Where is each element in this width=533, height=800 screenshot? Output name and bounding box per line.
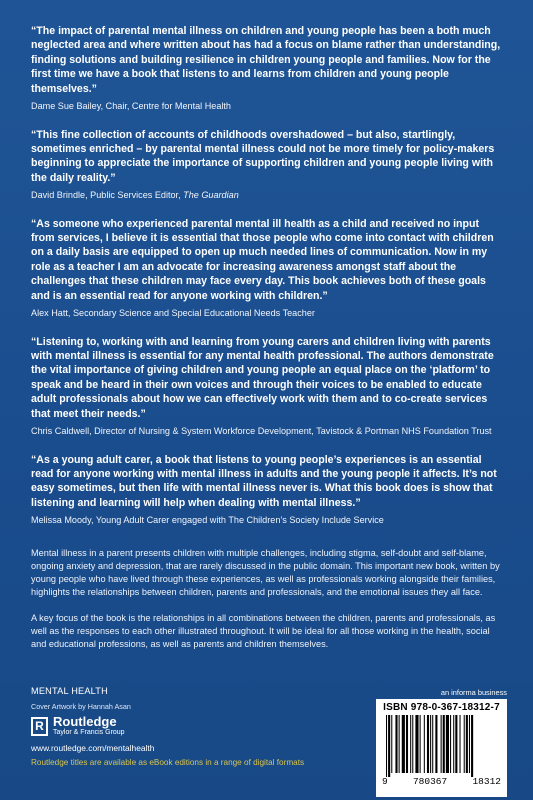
endorsement-quote: “Listening to, working with and learning from young carers and children living with parents with mental illness is essential for any mental health professional. The authors demonstrate the vital importance of giving children and young people an equal place on the ‘platform’ to speak and be heard in their own voices and through their voices to be enabled to educate adult professionals about how we can effectively work with them and to co-create services that meet their needs.” [31, 335, 494, 420]
barcode-bar [388, 715, 390, 777]
routledge-logo [31, 715, 361, 737]
barcode-bar [424, 715, 425, 773]
barcode-bar [430, 715, 431, 773]
attribution-text: Dame Sue Bailey, Chair, Centre for Mental Health [31, 101, 231, 112]
endorsement [31, 335, 503, 438]
endorsement [31, 24, 503, 113]
barcode-bar [420, 715, 421, 773]
endorsement-quote: “This fine collection of accounts of childhoods overshadowed – but also, startlingly, sometimes enriched – by parental mental illness could not be more timely for policy-makers beginning to appreciate the importance of supporting children and young people living with the daily reality.” [31, 128, 495, 184]
barcode-digit-group: 18312 [472, 776, 501, 787]
barcode-bar [443, 715, 445, 773]
barcode-bar [391, 715, 392, 773]
barcode-area [376, 688, 507, 797]
endorsement-attribution [31, 100, 503, 113]
barcode-bar [446, 715, 449, 773]
barcode-bar [469, 715, 470, 773]
barcode-bar [460, 715, 461, 773]
description-paragraph: A key focus of the book is the relationships in all combinations between the children, parents and professionals, as well as the responses to each other illustrated throughout. It will be ideal for all those working in the health, social and educational professions, as well as parents and children themselves. [31, 613, 496, 650]
attribution-text: Melissa Moody, Young Adult Carer engaged with The Children’s Society Include Service [31, 515, 384, 526]
barcode-bar [427, 715, 429, 773]
barcode-bar [415, 715, 418, 773]
barcode-bars [380, 715, 503, 777]
publisher-url: www.routledge.com/mentalhealth [31, 743, 155, 753]
description-paragraph: Mental illness in a parent presents children with multiple challenges, including stigma, self-doubt and self-blame, ongoing anxiety and depression, that are rarely discussed in the public domain. This important new book, written by young people who have lived through these experiences, as well as professionals working alongside their families, highlights the relationships between children, parents and professionals, and the emotional issues they all face. [31, 547, 500, 597]
barcode-bar [399, 715, 400, 773]
informa-business-note: an informa business [440, 688, 507, 697]
endorsement-attribution [31, 307, 503, 320]
endorsement [31, 217, 503, 320]
routledge-logo-icon: R [31, 717, 48, 736]
barcode-bar [395, 715, 397, 773]
barcode-digit-group: 780367 [412, 776, 448, 787]
barcode-bar [453, 715, 454, 773]
barcode-bar [466, 715, 468, 773]
barcode-bar [410, 715, 411, 773]
barcode-bar [441, 715, 442, 773]
endorsement-attribution [31, 425, 503, 438]
ebook-note: Routledge titles are available as eBook editions in a range of digital formats [31, 758, 305, 767]
barcode-bar [471, 715, 473, 777]
endorsement-quote: “As someone who experienced parental mental ill health as a child and received no input from services, I believe it is essential that those people who come into contact with children on a daily basis are equipped to open up much needed lines of communication. Now in my role as a teacher I am an advocate for increasing awareness amongst staff about the challenges that these children may face every day. This book achieves both of these goals and is an essential read for anyone working with children.” [31, 217, 494, 302]
isbn-label: ISBN 978-0-367-18312-7 [383, 702, 500, 713]
attribution-text: Alex Hatt, Secondary Science and Special Educational Needs Teacher [31, 308, 315, 319]
barcode-bar [412, 715, 413, 773]
attribution-text: Chris Caldwell, Director of Nursing & System Workforce Development, Tavistock & Portman NHS Foundation Trust [31, 426, 492, 437]
endorsement [31, 128, 503, 202]
publication-name: The Guardian [183, 190, 239, 201]
endorsement-quote: “As a young adult carer, a book that listens to young people’s experiences is an essential read for anyone working with mental illness in adults and the young people it affects. It’s not easy sometimes, but then life with mental illness never is. What this book does is show that listening and learning will help when dealing with mental illness.” [31, 453, 497, 509]
attribution-text: David Brindle, Public Services Editor, [31, 190, 184, 201]
barcode-digit-lead: 9 [382, 776, 388, 787]
cover-art-credit: Cover Artwork by Hannah Asan [31, 702, 131, 711]
publisher-name: Routledge [53, 714, 117, 729]
subject-category: MENTAL HEALTH [31, 686, 108, 696]
barcode-bar [402, 715, 405, 773]
barcode-bar [406, 715, 408, 773]
barcode-bar [435, 715, 437, 773]
barcode-bar [464, 715, 465, 773]
barcode-bar [455, 715, 457, 773]
endorsement [31, 453, 503, 527]
barcode-bar [386, 715, 387, 777]
endorsement-quote: “The impact of parental mental illness on children and young people has been a both much neglected area and where written about has had a focus on blame rather than understanding, finding solutions and building resilience in children young people and families. Now for the first time we have a book that listens to and learns from children and young people themselves.” [31, 25, 501, 95]
barcode-bar [432, 715, 433, 773]
barcode-bar [450, 715, 451, 773]
endorsement-attribution [31, 189, 503, 202]
barcode-digits [380, 776, 503, 787]
endorsement-attribution [31, 514, 503, 527]
barcode-box [376, 699, 507, 797]
logo-text [53, 715, 125, 737]
publisher-group: Taylor & Francis Group [53, 729, 125, 736]
publisher-footer [31, 686, 361, 767]
